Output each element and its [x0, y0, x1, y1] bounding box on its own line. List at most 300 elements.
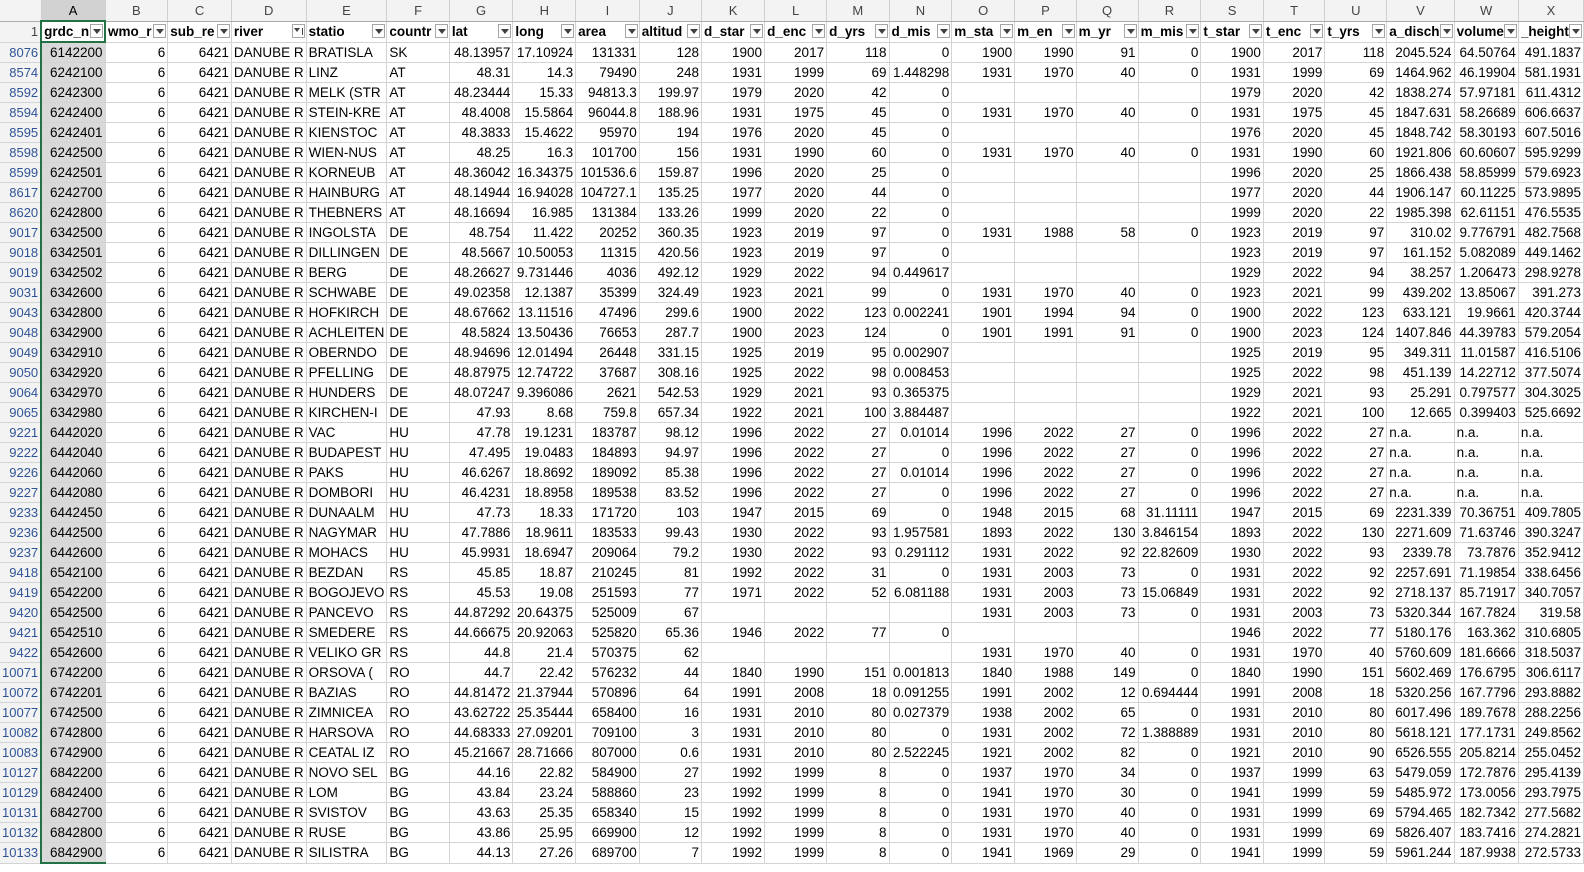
cell[interactable]: 1985.398 [1387, 203, 1454, 223]
cell[interactable]: DANUBE R [231, 803, 306, 823]
cell[interactable]: 35399 [576, 283, 640, 303]
cell[interactable]: 6 [105, 723, 168, 743]
cell[interactable]: 19.1231 [513, 423, 576, 443]
cell[interactable]: DOMBORI [306, 483, 387, 503]
cell[interactable]: 92 [1325, 563, 1387, 583]
cell[interactable]: 1976 [1201, 123, 1264, 143]
cell[interactable]: 189092 [576, 463, 640, 483]
cell[interactable]: 40 [1076, 823, 1138, 843]
cell[interactable]: 6421 [168, 223, 232, 243]
cell[interactable]: 0 [1138, 323, 1201, 343]
cell[interactable]: 1923 [1201, 243, 1264, 263]
cell[interactable]: 1948 [952, 503, 1015, 523]
cell[interactable]: 6242800 [41, 203, 105, 223]
cell[interactable]: 5602.469 [1387, 663, 1454, 683]
cell[interactable]: 5794.465 [1387, 803, 1454, 823]
filter-dropdown-icon[interactable] [372, 24, 385, 38]
cell[interactable] [702, 643, 765, 663]
cell[interactable]: RUSE [306, 823, 387, 843]
cell[interactable]: 633.121 [1387, 303, 1454, 323]
cell[interactable]: 1970 [1015, 823, 1076, 843]
cell[interactable]: 6421 [168, 563, 232, 583]
cell[interactable]: 22 [827, 203, 889, 223]
cell[interactable]: 13.50436 [513, 323, 576, 343]
cell[interactable] [952, 183, 1015, 203]
cell[interactable]: SVISTOV [306, 803, 387, 823]
cell[interactable]: MELK (STR [306, 83, 387, 103]
cell[interactable]: DANUBE R [231, 283, 306, 303]
cell[interactable]: 98 [827, 363, 889, 383]
cell[interactable] [1076, 383, 1138, 403]
cell[interactable]: 251593 [576, 583, 640, 603]
cell[interactable]: 293.8882 [1518, 683, 1583, 703]
cell[interactable]: 6017.496 [1387, 703, 1454, 723]
cell[interactable] [952, 83, 1015, 103]
cell[interactable]: 6 [105, 283, 168, 303]
cell[interactable]: HU [387, 523, 449, 543]
cell[interactable]: 1900 [1201, 303, 1264, 323]
cell[interactable]: 40 [1076, 143, 1138, 163]
cell[interactable]: 1990 [1263, 143, 1324, 163]
cell[interactable]: 1996 [702, 443, 765, 463]
cell[interactable]: 6 [105, 303, 168, 323]
cell[interactable]: 6342980 [41, 403, 105, 423]
cell[interactable]: 94 [827, 263, 889, 283]
cell[interactable]: 1996 [702, 463, 765, 483]
row-header[interactable]: 9233 [0, 503, 41, 523]
cell[interactable]: 1925 [702, 363, 765, 383]
cell[interactable]: 6421 [168, 703, 232, 723]
cell[interactable]: 6421 [168, 823, 232, 843]
cell[interactable]: DANUBE R [231, 623, 306, 643]
cell[interactable]: 69 [1325, 803, 1387, 823]
cell[interactable]: 97 [1325, 243, 1387, 263]
cell[interactable]: 19.0483 [513, 443, 576, 463]
cell[interactable] [952, 123, 1015, 143]
cell[interactable]: 1999 [765, 783, 827, 803]
cell[interactable]: 6 [105, 423, 168, 443]
column-header-I[interactable]: I [576, 0, 640, 21]
cell[interactable]: DANUBE R [231, 723, 306, 743]
cell[interactable]: 6421 [168, 783, 232, 803]
cell[interactable] [1015, 243, 1076, 263]
cell[interactable]: 93 [1325, 383, 1387, 403]
cell[interactable]: 80 [1325, 703, 1387, 723]
cell[interactable]: 101700 [576, 143, 640, 163]
cell[interactable]: 27 [1076, 463, 1138, 483]
header-cell[interactable] [513, 21, 576, 42]
cell[interactable] [1138, 163, 1201, 183]
cell[interactable]: 5826.407 [1387, 823, 1454, 843]
cell[interactable]: AT [387, 63, 449, 83]
filter-dropdown-icon[interactable] [217, 24, 230, 38]
cell[interactable]: BEZDAN [306, 563, 387, 583]
cell[interactable]: 1976 [702, 123, 765, 143]
cell[interactable]: 59 [1325, 783, 1387, 803]
cell[interactable]: 159.87 [639, 163, 701, 183]
cell[interactable]: 1941 [952, 783, 1015, 803]
column-header-L[interactable]: L [765, 0, 827, 21]
cell[interactable]: 2022 [765, 263, 827, 283]
cell[interactable]: 48.25 [449, 143, 513, 163]
cell[interactable]: 2022 [1263, 423, 1324, 443]
cell[interactable]: 1999 [702, 203, 765, 223]
cell[interactable]: 19.08 [513, 583, 576, 603]
cell[interactable] [1015, 403, 1076, 423]
cell[interactable]: RO [387, 683, 449, 703]
cell[interactable]: 0 [1138, 483, 1201, 503]
cell[interactable]: 3.884487 [889, 403, 952, 423]
cell[interactable]: 6542200 [41, 583, 105, 603]
cell[interactable]: 6421 [168, 243, 232, 263]
cell[interactable]: 18.33 [513, 503, 576, 523]
cell[interactable] [1138, 123, 1201, 143]
cell[interactable]: n.a. [1387, 423, 1454, 443]
cell[interactable]: 18 [827, 683, 889, 703]
cell[interactable]: 48.3833 [449, 123, 513, 143]
cell[interactable]: 1931 [702, 63, 765, 83]
cell[interactable]: 34 [1076, 763, 1138, 783]
cell[interactable]: 81 [639, 563, 701, 583]
cell[interactable]: 20.64375 [513, 603, 576, 623]
column-header-Q[interactable]: Q [1076, 0, 1138, 21]
cell[interactable]: 1996 [1201, 443, 1264, 463]
cell[interactable]: BUDAPEST [306, 443, 387, 463]
cell[interactable]: 6421 [168, 63, 232, 83]
cell[interactable]: 10.50053 [513, 243, 576, 263]
cell[interactable]: 1999 [765, 843, 827, 864]
cell[interactable]: 2019 [1263, 243, 1324, 263]
cell[interactable]: 156 [639, 143, 701, 163]
cell[interactable]: 58.30193 [1454, 123, 1518, 143]
cell[interactable]: 2002 [1015, 743, 1076, 763]
cell[interactable]: KORNEUB [306, 163, 387, 183]
cell[interactable]: 13.85067 [1454, 283, 1518, 303]
cell[interactable]: DANUBE R [231, 143, 306, 163]
cell[interactable]: 1938 [952, 703, 1015, 723]
column-header-A[interactable]: A [41, 0, 105, 21]
cell[interactable] [1138, 343, 1201, 363]
cell[interactable]: DILLINGEN [306, 243, 387, 263]
cell[interactable] [1015, 343, 1076, 363]
cell[interactable] [1138, 243, 1201, 263]
cell[interactable]: 6142200 [41, 42, 105, 63]
cell[interactable]: 44.81472 [449, 683, 513, 703]
cell[interactable]: 6342800 [41, 303, 105, 323]
cell[interactable]: 2022 [765, 523, 827, 543]
cell[interactable]: 1970 [1015, 783, 1076, 803]
cell[interactable]: 15.33 [513, 83, 576, 103]
cell[interactable]: PAKS [306, 463, 387, 483]
cell[interactable]: 48.31 [449, 63, 513, 83]
cell[interactable]: 6421 [168, 463, 232, 483]
cell[interactable]: BG [387, 843, 449, 864]
cell[interactable]: 47.93 [449, 403, 513, 423]
cell[interactable]: 60.11225 [1454, 183, 1518, 203]
cell[interactable]: 48.16694 [449, 203, 513, 223]
cell[interactable]: DANUBE R [231, 303, 306, 323]
cell[interactable]: 1970 [1015, 143, 1076, 163]
cell[interactable]: 25.95 [513, 823, 576, 843]
row-header[interactable]: 9421 [0, 623, 41, 643]
cell[interactable]: 93 [827, 383, 889, 403]
cell[interactable]: 1931 [952, 283, 1015, 303]
cell[interactable]: n.a. [1518, 463, 1583, 483]
cell[interactable]: DANUBE R [231, 663, 306, 683]
cell[interactable]: DE [387, 263, 449, 283]
row-header[interactable]: 10131 [0, 803, 41, 823]
cell[interactable]: 595.9299 [1518, 143, 1583, 163]
cell[interactable]: 5760.609 [1387, 643, 1454, 663]
cell[interactable]: 46.4231 [449, 483, 513, 503]
cell[interactable]: 6421 [168, 183, 232, 203]
column-header-G[interactable]: G [449, 0, 513, 21]
cell[interactable]: 183787 [576, 423, 640, 443]
cell[interactable]: 576232 [576, 663, 640, 683]
cell[interactable]: 306.6117 [1518, 663, 1583, 683]
cell[interactable]: 73.7876 [1454, 543, 1518, 563]
cell[interactable]: HU [387, 443, 449, 463]
cell[interactable]: 15.5864 [513, 103, 576, 123]
cell[interactable]: DANUBE R [231, 42, 306, 63]
filter-dropdown-icon[interactable] [625, 24, 638, 38]
cell[interactable]: 0 [1138, 63, 1201, 83]
cell[interactable]: 1931 [702, 703, 765, 723]
cell[interactable]: LOM [306, 783, 387, 803]
column-header-S[interactable]: S [1201, 0, 1264, 21]
cell[interactable]: 249.8562 [1518, 723, 1583, 743]
cell[interactable]: 167.7824 [1454, 603, 1518, 623]
cell[interactable]: 6421 [168, 443, 232, 463]
cell[interactable]: KIRCHEN-I [306, 403, 387, 423]
cell[interactable]: 172.7876 [1454, 763, 1518, 783]
cell[interactable]: 1947 [1201, 503, 1264, 523]
cell[interactable]: 14.22712 [1454, 363, 1518, 383]
cell[interactable]: 1931 [1201, 703, 1264, 723]
cell[interactable] [1076, 243, 1138, 263]
cell[interactable]: DANUBE R [231, 423, 306, 443]
cell[interactable]: 48.13957 [449, 42, 513, 63]
cell[interactable]: 0.797577 [1454, 383, 1518, 403]
cell[interactable]: 1996 [952, 463, 1015, 483]
cell[interactable]: 27.09201 [513, 723, 576, 743]
cell[interactable]: 409.7805 [1518, 503, 1583, 523]
cell[interactable]: 2020 [1263, 83, 1324, 103]
cell[interactable]: n.a. [1518, 423, 1583, 443]
cell[interactable]: DE [387, 323, 449, 343]
cell[interactable]: 6342920 [41, 363, 105, 383]
cell[interactable]: 6242400 [41, 103, 105, 123]
cell[interactable]: 2718.137 [1387, 583, 1454, 603]
cell[interactable]: 2017 [765, 42, 827, 63]
cell[interactable]: PFELLING [306, 363, 387, 383]
cell[interactable]: HU [387, 423, 449, 443]
cell[interactable]: 1975 [765, 103, 827, 123]
column-header-D[interactable]: D [231, 0, 306, 21]
cell[interactable]: 319.58 [1518, 603, 1583, 623]
cell[interactable]: 1999 [1263, 823, 1324, 843]
cell[interactable]: 45.21667 [449, 743, 513, 763]
cell[interactable]: DANUBE R [231, 323, 306, 343]
cell[interactable]: DANUBE R [231, 763, 306, 783]
cell[interactable]: 2020 [765, 163, 827, 183]
cell[interactable]: DANUBE R [231, 243, 306, 263]
cell[interactable]: 6421 [168, 303, 232, 323]
cell[interactable]: 1999 [1263, 783, 1324, 803]
cell[interactable]: 2010 [765, 703, 827, 723]
cell[interactable]: 6 [105, 363, 168, 383]
column-header-X[interactable]: X [1518, 0, 1583, 21]
cell[interactable]: 124 [1325, 323, 1387, 343]
cell[interactable]: 6 [105, 323, 168, 343]
cell[interactable]: 1931 [1201, 103, 1264, 123]
cell[interactable]: 6421 [168, 803, 232, 823]
cell[interactable]: 27.26 [513, 843, 576, 864]
cell[interactable]: 570896 [576, 683, 640, 703]
column-header-B[interactable]: B [105, 0, 168, 21]
cell[interactable] [952, 343, 1015, 363]
cell[interactable]: 79.2 [639, 543, 701, 563]
cell[interactable]: 71.63746 [1454, 523, 1518, 543]
row-header[interactable]: 9237 [0, 543, 41, 563]
cell[interactable]: 6421 [168, 103, 232, 123]
cell[interactable]: 6 [105, 383, 168, 403]
cell[interactable]: RS [387, 623, 449, 643]
cell[interactable]: 6 [105, 503, 168, 523]
cell[interactable]: DANUBE R [231, 163, 306, 183]
cell[interactable]: DANUBE R [231, 263, 306, 283]
cell[interactable]: 310.02 [1387, 223, 1454, 243]
cell[interactable]: 1923 [702, 243, 765, 263]
cell[interactable] [1076, 403, 1138, 423]
cell[interactable] [765, 603, 827, 623]
cell[interactable]: 1991 [702, 683, 765, 703]
cell[interactable]: 581.1931 [1518, 63, 1583, 83]
cell[interactable]: DANUBE R [231, 463, 306, 483]
cell[interactable]: 93 [1325, 543, 1387, 563]
row-header[interactable]: 10129 [0, 783, 41, 803]
cell[interactable]: 4036 [576, 263, 640, 283]
cell[interactable]: 1923 [1201, 283, 1264, 303]
cell[interactable]: 80 [827, 723, 889, 743]
cell[interactable]: 98 [1325, 363, 1387, 383]
cell[interactable]: DANUBE R [231, 683, 306, 703]
cell[interactable]: 3 [639, 723, 701, 743]
cell[interactable]: 1847.631 [1387, 103, 1454, 123]
cell[interactable]: DE [387, 383, 449, 403]
row-header[interactable]: 8592 [0, 83, 41, 103]
cell[interactable]: 1931 [1201, 823, 1264, 843]
cell[interactable] [1015, 83, 1076, 103]
cell[interactable]: 67 [639, 603, 701, 623]
row-header[interactable]: 8076 [0, 42, 41, 63]
cell[interactable]: 588860 [576, 783, 640, 803]
cell[interactable] [1015, 263, 1076, 283]
cell[interactable]: 62 [639, 643, 701, 663]
cell[interactable]: 45 [1325, 123, 1387, 143]
cell[interactable]: 1999 [1263, 763, 1324, 783]
cell[interactable]: 2022 [1263, 623, 1324, 643]
filter-dropdown-icon[interactable] [1372, 24, 1385, 38]
cell[interactable]: 47496 [576, 303, 640, 323]
cell[interactable]: 30 [1076, 783, 1138, 803]
cell[interactable]: 1931 [1201, 723, 1264, 743]
cell[interactable]: 12 [1076, 683, 1138, 703]
cell[interactable]: 6 [105, 783, 168, 803]
cell[interactable] [952, 363, 1015, 383]
cell[interactable]: SCHWABE [306, 283, 387, 303]
cell[interactable]: 274.2821 [1518, 823, 1583, 843]
cell[interactable]: 1.957581 [889, 523, 952, 543]
column-header-J[interactable]: J [639, 0, 701, 21]
cell[interactable]: 759.8 [576, 403, 640, 423]
cell[interactable]: 27 [1076, 443, 1138, 463]
cell[interactable]: 173.0056 [1454, 783, 1518, 803]
cell[interactable]: 6 [105, 203, 168, 223]
cell[interactable]: 658340 [576, 803, 640, 823]
cell[interactable] [952, 163, 1015, 183]
row-header[interactable]: 9043 [0, 303, 41, 323]
cell[interactable]: 1900 [702, 303, 765, 323]
cell[interactable]: 2022 [765, 543, 827, 563]
cell[interactable]: 298.9278 [1518, 263, 1583, 283]
cell[interactable]: DANUBE R [231, 563, 306, 583]
cell[interactable]: 16.94028 [513, 183, 576, 203]
cell[interactable]: 2022 [1015, 463, 1076, 483]
cell[interactable]: 194 [639, 123, 701, 143]
cell[interactable]: 2008 [1263, 683, 1324, 703]
cell[interactable]: 1931 [1201, 803, 1264, 823]
cell[interactable]: 27 [827, 423, 889, 443]
cell[interactable]: 482.7568 [1518, 223, 1583, 243]
cell[interactable]: 349.311 [1387, 343, 1454, 363]
cell[interactable]: 1971 [702, 583, 765, 603]
cell[interactable]: 6742500 [41, 703, 105, 723]
cell[interactable]: 0 [889, 503, 952, 523]
cell[interactable]: 6421 [168, 323, 232, 343]
cell[interactable]: 6542510 [41, 623, 105, 643]
cell[interactable]: 0.694444 [1138, 683, 1201, 703]
cell[interactable]: 94 [1325, 263, 1387, 283]
cell[interactable]: 689700 [576, 843, 640, 864]
cell[interactable]: n.a. [1387, 483, 1454, 503]
header-cell[interactable] [168, 21, 232, 42]
cell[interactable]: 584900 [576, 763, 640, 783]
cell[interactable]: 1840 [952, 663, 1015, 683]
cell[interactable]: 0 [889, 803, 952, 823]
cell[interactable]: 6 [105, 603, 168, 623]
cell[interactable]: 1900 [1201, 42, 1264, 63]
cell[interactable]: 6421 [168, 663, 232, 683]
row-header[interactable]: 9019 [0, 263, 41, 283]
cell[interactable]: 101536.6 [576, 163, 640, 183]
cell[interactable]: 18.8692 [513, 463, 576, 483]
row-header[interactable]: 10077 [0, 703, 41, 723]
cell[interactable]: DANUBE R [231, 523, 306, 543]
header-cell[interactable] [1518, 21, 1583, 42]
cell[interactable]: 288.2256 [1518, 703, 1583, 723]
cell[interactable]: 6526.555 [1387, 743, 1454, 763]
cell[interactable]: 1946 [1201, 623, 1264, 643]
cell[interactable]: 9.731446 [513, 263, 576, 283]
cell[interactable]: 79490 [576, 63, 640, 83]
cell[interactable]: 40 [1076, 643, 1138, 663]
row-header[interactable]: 9419 [0, 583, 41, 603]
cell[interactable] [1138, 263, 1201, 283]
cell[interactable]: 69 [827, 503, 889, 523]
cell[interactable]: 76653 [576, 323, 640, 343]
cell[interactable]: 2003 [1015, 563, 1076, 583]
